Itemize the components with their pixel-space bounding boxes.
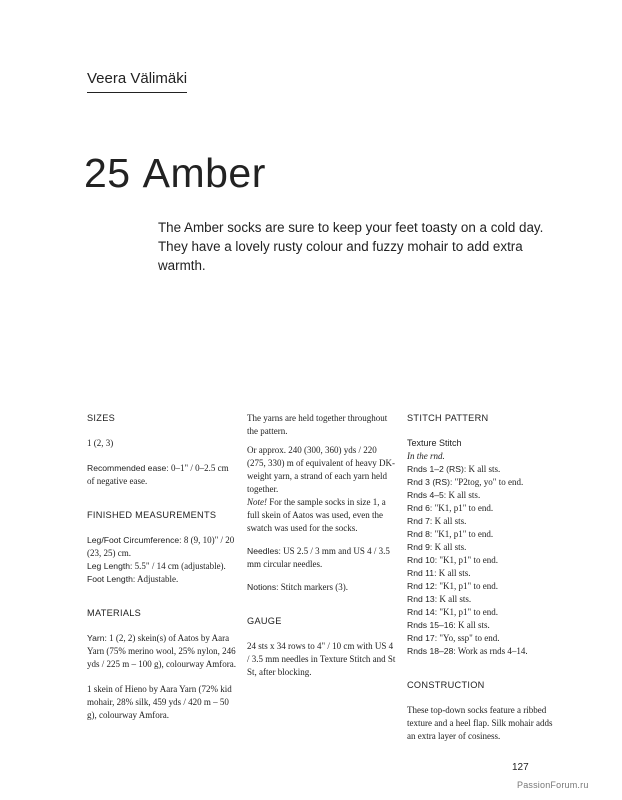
notions-value: Stitch markers (3). xyxy=(278,582,349,592)
round-label: Rnds 4–5: xyxy=(407,490,447,500)
round-text: "Yo, ssp" to end. xyxy=(437,633,500,643)
yarn-value: 1 (2, 2) skein(s) of Aatos by Aara Yarn (75% merino wool, 25% nylon, 246 yds / 225 m – 100 g), colourway Amfora. xyxy=(87,633,236,669)
round-line xyxy=(407,541,559,554)
column-2 xyxy=(247,412,397,679)
chapter-name: Amber xyxy=(142,150,266,196)
round-text: "K1, p1" to end. xyxy=(432,529,494,539)
foot-length-value: Adjustable. xyxy=(135,574,179,584)
note-value: For the sample socks in size 1, a full skein of Aatos was used, even the swatch was used for the socks. xyxy=(247,497,386,533)
round-label: Rnd 9: xyxy=(407,542,433,552)
chapter-title xyxy=(84,150,266,197)
ease-label: Recommended ease: xyxy=(87,463,169,473)
round-label: Rnd 7: xyxy=(407,516,433,526)
held-together-note: The yarns are held together throughout the pattern. xyxy=(247,413,388,436)
author-underline xyxy=(87,92,187,93)
sample-note xyxy=(247,496,397,535)
construction-heading: CONSTRUCTION xyxy=(407,680,485,690)
round-line xyxy=(407,528,559,541)
round-label: Rnd 17: xyxy=(407,633,438,643)
round-text: Work as rnds 4–14. xyxy=(455,646,528,656)
foot-length xyxy=(87,573,237,586)
finished-heading: FINISHED MEASUREMENTS xyxy=(87,510,217,520)
in-the-round: In the rnd. xyxy=(407,451,445,461)
round-label: Rnds 15–16: xyxy=(407,620,456,630)
round-text: "P2tog, yo" to end. xyxy=(452,477,524,487)
notions-label: Notions: xyxy=(247,582,279,592)
needles-label: Needles: xyxy=(247,546,281,556)
leg-circumference-label: Leg/Foot Circumference: xyxy=(87,535,182,545)
gauge-heading: GAUGE xyxy=(247,616,282,626)
leg-length-label: Leg Length: xyxy=(87,561,133,571)
round-line xyxy=(407,476,559,489)
round-line xyxy=(407,619,559,632)
round-text: K all sts. xyxy=(455,620,490,630)
leg-length xyxy=(87,560,237,573)
round-label: Rnds 18–28: xyxy=(407,646,456,656)
chapter-number: 25 xyxy=(84,150,131,196)
intro-text: The Amber socks are sure to keep your feet toasty on a cold day. They have a lovely rusty colour and fuzzy mohair to add extra warmth. xyxy=(158,220,544,273)
leg-length-value: 5.5" / 14 cm (adjustable). xyxy=(132,561,226,571)
column-1 xyxy=(87,412,237,722)
round-text: "K1, p1" to end. xyxy=(437,555,498,565)
ease-value: 0–1" / 0–2.5 cm of negative ease. xyxy=(87,463,229,486)
round-text: K all sts. xyxy=(432,516,467,526)
stitch-pattern-heading: STITCH PATTERN xyxy=(407,413,489,423)
round-text: K all sts. xyxy=(446,490,481,500)
sizes-heading: SIZES xyxy=(87,413,116,423)
round-label: Rnd 11: xyxy=(407,568,437,578)
leg-circumference xyxy=(87,534,237,560)
round-label: Rnds 1–2 (RS): xyxy=(407,464,467,474)
round-line xyxy=(407,645,559,658)
leg-circumference-value: 8 (9, 10)" / 20 (23, 25) cm. xyxy=(87,535,235,558)
round-line xyxy=(407,580,559,593)
foot-length-label: Foot Length: xyxy=(87,574,136,584)
round-text: K all sts. xyxy=(432,542,467,552)
round-label: Rnd 12: xyxy=(407,581,438,591)
round-label: Rnd 8: xyxy=(407,529,433,539)
round-line xyxy=(407,515,559,528)
yarn-label: Yarn: xyxy=(87,633,107,643)
round-line xyxy=(407,502,559,515)
watermark: PassionForum.ru xyxy=(517,780,589,790)
rounds-list xyxy=(407,463,559,658)
round-line xyxy=(407,632,559,645)
round-text: "K1, p1" to end. xyxy=(437,607,498,617)
construction-value: These top-down socks feature a ribbed texture and a heel flap. Silk mohair adds an extra layer of cosiness. xyxy=(407,705,553,741)
round-text: "K1, p1" to end. xyxy=(437,581,498,591)
round-line xyxy=(407,554,559,567)
page-number: 127 xyxy=(512,762,529,773)
round-text: K all sts. xyxy=(436,568,471,578)
sizes-value: 1 (2, 3) xyxy=(87,438,114,448)
materials-heading: MATERIALS xyxy=(87,608,142,618)
note-label: Note! xyxy=(247,497,267,507)
round-line xyxy=(407,593,559,606)
texture-stitch-heading: Texture Stitch xyxy=(407,438,462,448)
approx-yardage: Or approx. 240 (300, 360) yds / 220 (275, 330) m of equivalent of heavy DK-weight yarn, a strand of each yarn held together. xyxy=(247,445,395,494)
author-name: Veera Välimäki xyxy=(87,70,188,87)
round-line xyxy=(407,567,559,580)
round-text: "K1, p1" to end. xyxy=(432,503,494,513)
round-line xyxy=(407,489,559,502)
gauge-value: 24 sts x 34 rows to 4" / 10 cm with US 4 / 3.5 mm needles in Texture Stitch and St St, after blocking. xyxy=(247,641,396,677)
needles-paragraph xyxy=(247,545,397,571)
round-label: Rnd 10: xyxy=(407,555,438,565)
round-text: K all sts. xyxy=(466,464,501,474)
ease-paragraph xyxy=(87,462,237,488)
yarn-paragraph xyxy=(87,632,237,671)
yarn-secondary: 1 skein of Hieno by Aara Yarn (72% kid mohair, 28% silk, 459 yds / 420 m – 50 g), colourway Amfora. xyxy=(87,684,232,720)
round-text: K all sts. xyxy=(437,594,472,604)
needles-value: US 2.5 / 3 mm and US 4 / 3.5 mm circular needles. xyxy=(247,546,390,569)
round-label: Rnd 14: xyxy=(407,607,438,617)
round-line xyxy=(407,463,559,476)
column-3 xyxy=(407,412,559,743)
round-label: Rnd 3 (RS): xyxy=(407,477,453,487)
round-line xyxy=(407,606,559,619)
round-label: Rnd 6: xyxy=(407,503,433,513)
notions-paragraph xyxy=(247,581,397,594)
round-label: Rnd 13: xyxy=(407,594,438,604)
